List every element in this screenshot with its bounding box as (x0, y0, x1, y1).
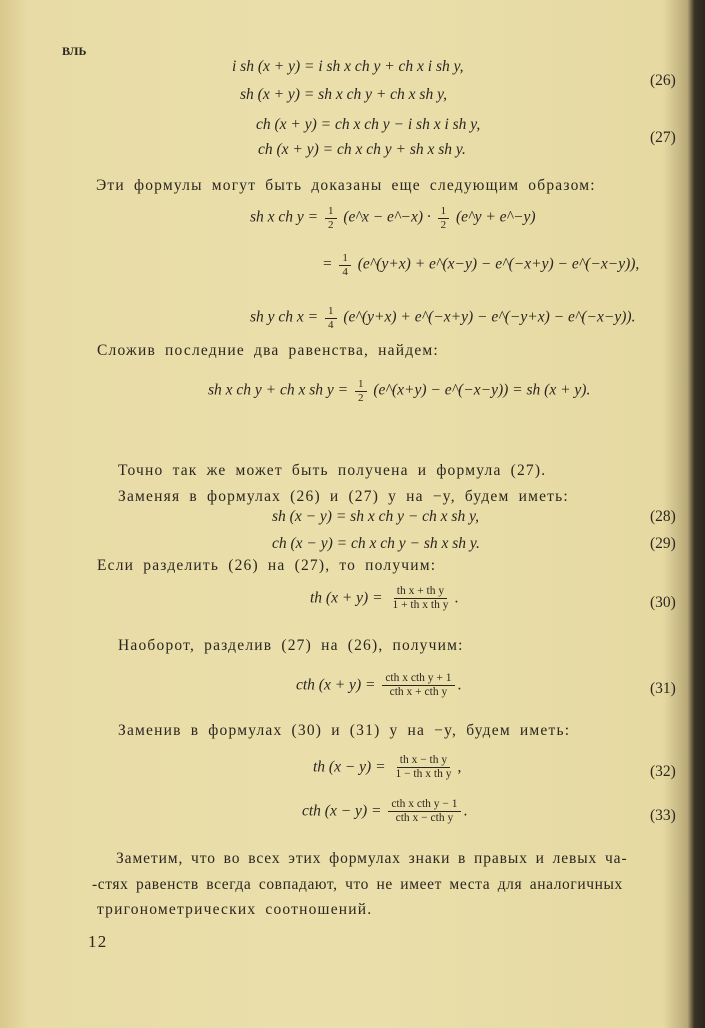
paragraph: Сложив последние два равенства, найдем: (97, 342, 439, 359)
paragraph-line: Заметим, что во всех этих формулах знаки в правых и левых ча- (116, 850, 628, 867)
formula-part: = (322, 255, 333, 273)
equation-32 (313, 754, 461, 781)
fraction-num: 1 (339, 252, 351, 266)
formula-part: th (x + y) = (310, 589, 383, 607)
formula-part: sh y ch x = (250, 308, 319, 326)
equation-28: sh (x − y) = sh x ch y − ch x sh y, (272, 508, 479, 525)
formula-part: cth (x + y) = (296, 676, 376, 694)
formula-part: sh x ch y = (250, 208, 319, 226)
formula-part: cth (x − y) = (302, 802, 382, 820)
fraction-num: 1 (355, 378, 367, 392)
fraction-num: 1 (325, 305, 337, 319)
paragraph: Заменив в формулах (30) и (31) y на −y, будем иметь: (118, 722, 571, 739)
proof-line-1 (250, 205, 536, 231)
equation-label: (30) (650, 594, 676, 611)
formula-line: ch (x + y) = ch x ch y + sh x sh y. (258, 141, 466, 158)
proof-line-3 (250, 305, 635, 331)
fraction-num: cth x cth y − 1 (388, 798, 460, 812)
page-number: 12 (88, 932, 108, 951)
fraction-num: cth x cth y + 1 (382, 672, 454, 686)
formula-part: , (457, 758, 462, 776)
formula-part: (e^x − e^−x) · (343, 208, 431, 226)
fraction-den: 1 + th x th y (392, 599, 449, 612)
formula-line: sh (x + y) = sh x ch y + ch x sh y, (240, 86, 447, 103)
paragraph-line: -стях равенств всегда совпадают, что не имеет места для аналогичных (92, 876, 623, 893)
fraction-den: 1 − th x th y (395, 768, 452, 781)
equation-label: (28) (650, 508, 676, 525)
paragraph: Точно так же может быть получена и формула (27). (118, 462, 547, 479)
equation-29: ch (x − y) = ch x ch y − sh x sh y. (272, 535, 480, 552)
formula-line: i sh (x + y) = i sh x ch y + ch x i sh y, (232, 58, 464, 75)
equation-label: (29) (650, 535, 676, 552)
fraction-num: 1 (438, 205, 450, 219)
paragraph: Если разделить (26) на (27), то получим: (97, 557, 437, 574)
equation-30 (310, 585, 458, 612)
formula-part: sh x ch y + ch x sh y = (208, 381, 349, 399)
fraction-den: 4 (328, 318, 334, 331)
fraction-den: 2 (358, 391, 364, 404)
equation-label: (33) (650, 807, 676, 824)
formula-part: . (463, 802, 468, 820)
fraction-num: th x − th y (397, 754, 450, 768)
paragraph: Заменяя в формулах (26) и (27) y на −y, будем иметь: (118, 488, 569, 505)
running-head: ВЛЬ (62, 44, 87, 58)
sum-formula (208, 378, 590, 404)
formula-part: . (454, 589, 459, 607)
equation-label: (26) (650, 72, 676, 89)
fraction-den: cth x − cth y (395, 812, 454, 825)
equation-33 (302, 798, 467, 825)
equation-label: (31) (650, 680, 676, 697)
formula-part: (e^(x+y) − e^(−x−y)) = sh (x + y). (373, 381, 591, 399)
proof-line-2 (322, 252, 639, 278)
fraction-den: cth x + cth y (389, 686, 448, 699)
paragraph: Эти формулы могут быть доказаны еще следующим образом: (96, 177, 596, 194)
formula-part: . (457, 676, 462, 694)
paragraph: Наоборот, разделив (27) на (26), получим: (118, 637, 464, 654)
fraction-den: 2 (440, 218, 447, 231)
fraction-den: 2 (328, 218, 334, 231)
equation-label: (32) (650, 763, 676, 780)
equation-label: (27) (650, 129, 676, 146)
formula-line: ch (x + y) = ch x ch y − i sh x i sh y, (256, 116, 481, 133)
fraction-den: 4 (342, 265, 348, 278)
formula-part: (e^(y+x) + e^(x−y) − e^(−x+y) − e^(−x−y)), (357, 255, 640, 273)
formula-part: (e^(y+x) + e^(−x+y) − e^(−y+x) − e^(−x−y)). (343, 308, 636, 326)
paragraph-line: тригонометрических соотношений. (97, 901, 373, 918)
fraction-num: 1 (325, 205, 337, 219)
equation-31 (296, 672, 461, 699)
formula-part: (e^y + e^−y) (455, 208, 536, 226)
formula-part: th (x − y) = (313, 758, 386, 776)
fraction-num: th x + th y (394, 585, 447, 599)
